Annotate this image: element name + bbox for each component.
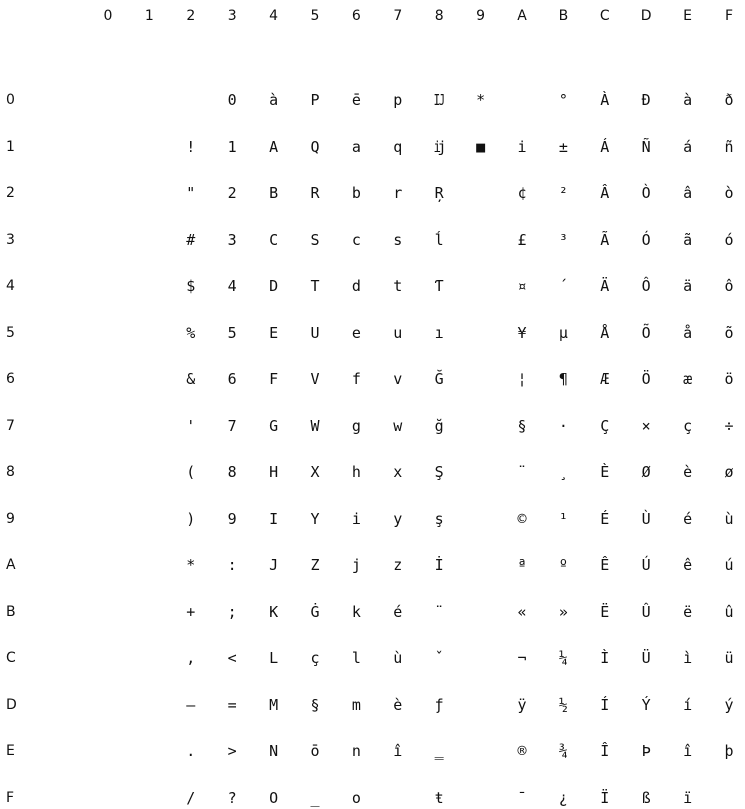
glyph-cell: ª [517, 556, 527, 574]
glyph-cell: H [269, 463, 279, 481]
glyph-cell: V [310, 370, 320, 388]
row-header-3: 3 [6, 231, 15, 248]
glyph-cell: ç [310, 649, 320, 667]
glyph-cell: e [351, 323, 361, 342]
glyph-cell: â [683, 184, 693, 202]
glyph-cell: T [310, 277, 320, 295]
column-header-7: 7 [393, 8, 403, 24]
glyph-cell: Ò [641, 184, 651, 202]
glyph-cell: æ [683, 370, 693, 388]
glyph-cell: § [517, 416, 527, 435]
row-header-2: 2 [6, 185, 15, 201]
glyph-cell: & [186, 370, 196, 388]
column-header-E: E [683, 8, 693, 24]
glyph-cell: » [558, 602, 568, 621]
glyph-cell: J [269, 556, 279, 574]
glyph-cell: Ö [641, 370, 651, 388]
glyph-cell: 8 [227, 463, 237, 481]
glyph-cell: è [683, 463, 693, 481]
glyph-cell: Ä [600, 277, 610, 295]
glyph-cell: Y [310, 509, 320, 528]
glyph-cell: ¸ [558, 463, 568, 481]
glyph-cell: j [351, 556, 361, 574]
glyph-cell: ? [227, 788, 237, 807]
glyph-cell: k [351, 602, 361, 621]
glyph-cell: p [393, 91, 403, 109]
row-header-D: D [6, 696, 17, 713]
glyph-cell: Î [600, 742, 610, 760]
glyph-cell: ¢ [517, 184, 527, 202]
glyph-cell: î [683, 742, 693, 760]
glyph-cell: å [683, 323, 693, 342]
glyph-cell: F [269, 370, 279, 388]
glyph-cell: ä [683, 277, 693, 295]
glyph-cell: b [351, 184, 361, 202]
glyph-cell: ¯ [517, 788, 527, 807]
glyph-cell: · [558, 416, 568, 435]
column-header-5: 5 [310, 8, 320, 24]
glyph-cell: ¨ [434, 602, 444, 621]
glyph-cell: % [186, 323, 196, 342]
glyph-cell: ® [517, 742, 527, 760]
glyph-cell: « [517, 602, 527, 621]
glyph-cell: Ì [600, 649, 610, 667]
glyph-cell: é [393, 602, 403, 621]
glyph-cell: t [393, 277, 403, 295]
glyph-cell: Ñ [641, 137, 651, 156]
row-header-A: A [6, 557, 16, 573]
glyph-cell: ŧ [434, 788, 444, 807]
column-header-2: 2 [186, 8, 196, 24]
glyph-cell: ü [724, 649, 734, 667]
glyph-cell: , [186, 649, 196, 667]
glyph-cell: û [724, 602, 734, 621]
glyph-cell: W [310, 416, 320, 435]
glyph-cell: 5 [227, 323, 237, 342]
glyph-cell: ² [558, 184, 568, 202]
glyph-cell: Ġ [310, 602, 320, 621]
glyph-cell: à [683, 91, 693, 109]
column-header-B: B [558, 8, 569, 24]
glyph-cell: ¿ [558, 788, 568, 807]
glyph-cell: $ [186, 277, 196, 295]
glyph-cell: Ç [600, 416, 610, 435]
glyph-cell: G [269, 416, 279, 435]
row-header-7: 7 [6, 417, 15, 434]
glyph-cell: Þ [641, 742, 651, 760]
glyph-cell: ¶ [558, 370, 568, 388]
glyph-cell: µ [558, 323, 568, 342]
glyph-cell: a [351, 137, 361, 156]
column-header-6: 6 [351, 8, 361, 24]
glyph-cell: s [393, 230, 403, 249]
glyph-cell: ð [724, 91, 734, 109]
glyph-cell: Ŗ [434, 184, 444, 202]
glyph-cell: D [269, 277, 279, 295]
glyph-cell: i [351, 509, 361, 528]
glyph-cell: i [517, 137, 527, 156]
glyph-cell: ı [434, 323, 444, 342]
glyph-cell: ƒ [434, 695, 444, 714]
glyph-cell: ( [186, 463, 196, 481]
glyph-cell: ■ [476, 137, 486, 156]
glyph-cell: ó [724, 230, 734, 249]
glyph-cell: m [351, 695, 361, 714]
row-header-8: 8 [6, 464, 15, 480]
glyph-cell: E [269, 323, 279, 342]
glyph-cell: 6 [227, 370, 237, 388]
glyph-cell: 1 [227, 137, 237, 156]
glyph-cell: – [186, 695, 196, 714]
glyph-cell: v [393, 370, 403, 388]
glyph-cell: à [269, 91, 279, 109]
glyph-cell: Í [600, 695, 610, 714]
glyph-cell: ) [186, 509, 196, 528]
glyph-cell: ù [393, 649, 403, 667]
glyph-cell: q [393, 137, 403, 156]
row-header-4: 4 [6, 278, 15, 294]
glyph-cell: Z [310, 556, 320, 574]
glyph-cell: ¼ [558, 649, 568, 667]
glyph-cell: ĳ [434, 137, 444, 156]
glyph-cell: ¬ [517, 649, 527, 667]
glyph-cell: ; [227, 602, 237, 621]
glyph-cell: Ë [600, 602, 610, 621]
glyph-cell: X [310, 463, 320, 481]
glyph-cell: ë [683, 602, 693, 621]
glyph-cell: : [227, 556, 237, 574]
glyph-cell: d [351, 277, 361, 295]
glyph-cell: Ƭ [434, 277, 444, 295]
glyph-cell: 9 [227, 509, 237, 528]
glyph-cell: Ĳ [434, 91, 444, 109]
glyph-cell: ï [683, 788, 693, 807]
glyph-cell: ¤ [517, 277, 527, 295]
glyph-cell: Đ [641, 91, 651, 109]
glyph-cell: * [476, 91, 486, 109]
column-header-0: 0 [103, 8, 113, 24]
row-header-1: 1 [6, 138, 15, 155]
glyph-cell: É [600, 509, 610, 528]
glyph-cell: í [683, 695, 693, 714]
glyph-cell: ! [186, 137, 196, 156]
glyph-cell: Å [600, 323, 610, 342]
row-header-C: C [6, 650, 16, 666]
glyph-cell: l [351, 649, 361, 667]
row-header-B: B [6, 603, 16, 620]
column-header-1: 1 [144, 8, 154, 24]
glyph-cell: è [393, 695, 403, 714]
row-header-6: 6 [6, 371, 15, 387]
row-header-9: 9 [6, 510, 15, 527]
glyph-cell: ¥ [517, 323, 527, 342]
glyph-cell: ô [724, 277, 734, 295]
glyph-cell: n [351, 742, 361, 760]
glyph-cell: S [310, 230, 320, 249]
column-header-C: C [599, 8, 610, 24]
glyph-cell: Ğ [434, 370, 444, 388]
glyph-cell: < [227, 649, 237, 667]
glyph-cell: İ [434, 556, 444, 574]
glyph-cell: 4 [227, 277, 237, 295]
glyph-cell: Á [600, 137, 610, 156]
glyph-cell: B [269, 184, 279, 202]
glyph-cell: g [351, 416, 361, 435]
glyph-cell: N [269, 742, 279, 760]
glyph-cell: ñ [724, 137, 734, 156]
glyph-cell: £ [517, 230, 527, 249]
glyph-cell: ¾ [558, 742, 568, 760]
glyph-cell: ¨ [517, 463, 527, 481]
glyph-cell: ‗ [434, 742, 444, 760]
glyph-cell: ù [724, 509, 734, 528]
glyph-cell: × [641, 416, 651, 435]
glyph-cell: º [558, 556, 568, 574]
row-header-F: F [6, 789, 15, 806]
glyph-cell: Û [641, 602, 651, 621]
glyph-cell: w [393, 416, 403, 435]
glyph-cell: ˇ [434, 649, 444, 667]
glyph-cell: ò [724, 184, 734, 202]
glyph-cell: y [393, 509, 403, 528]
glyph-cell: R [310, 184, 320, 202]
glyph-cell: Ø [641, 463, 651, 481]
glyph-cell: Ê [600, 556, 610, 574]
glyph-cell: + [186, 602, 196, 621]
glyph-cell: Ù [641, 509, 651, 528]
glyph-cell: § [310, 695, 320, 714]
glyph-cell: Ï [600, 788, 610, 807]
column-header-A: A [517, 8, 527, 24]
glyph-cell: Ô [641, 277, 651, 295]
column-header-9: 9 [476, 8, 486, 24]
glyph-cell: Ş [434, 463, 444, 481]
glyph-cell: L [269, 649, 279, 667]
column-header-3: 3 [227, 8, 237, 24]
glyph-cell: ÿ [517, 695, 527, 714]
glyph-cell: Õ [641, 323, 651, 342]
glyph-cell: Æ [600, 370, 610, 388]
glyph-cell: ē [351, 91, 361, 109]
column-header-4: 4 [269, 8, 279, 24]
glyph-cell: Â [600, 184, 610, 202]
glyph-cell: ° [558, 91, 568, 109]
glyph-cell: f [351, 370, 361, 388]
glyph-cell: ã [683, 230, 693, 249]
glyph-cell: r [393, 184, 403, 202]
glyph-cell: î [393, 742, 403, 760]
glyph-cell: ³ [558, 230, 568, 249]
glyph-cell: c [351, 230, 361, 249]
glyph-cell: é [683, 509, 693, 528]
glyph-cell: ' [186, 416, 196, 435]
glyph-cell: þ [724, 742, 734, 760]
glyph-cell: ō [310, 742, 320, 760]
glyph-cell: Ü [641, 649, 651, 667]
glyph-cell: A [269, 137, 279, 156]
glyph-cell: / [186, 788, 196, 807]
glyph-cell: ì [683, 649, 693, 667]
row-header-E: E [6, 743, 15, 759]
glyph-cell: ½ [558, 695, 568, 714]
glyph-cell: ý [724, 695, 734, 714]
glyph-cell: ¹ [558, 509, 568, 528]
glyph-cell: h [351, 463, 361, 481]
glyph-cell: x [393, 463, 403, 481]
glyph-cell: > [227, 742, 237, 760]
glyph-cell: ´ [558, 277, 568, 295]
column-header-D: D [640, 8, 652, 24]
row-header-0: 0 [6, 92, 15, 108]
glyph-cell: u [393, 323, 403, 342]
glyph-cell: z [393, 556, 403, 574]
glyph-cell: ¦ [517, 370, 527, 388]
glyph-cell: Ó [641, 230, 651, 249]
glyph-cell: Ú [641, 556, 651, 574]
glyph-cell: Ý [641, 695, 651, 714]
glyph-cell: À [600, 91, 610, 109]
column-header-F: F [724, 8, 734, 24]
row-header-5: 5 [6, 324, 15, 341]
column-header-8: 8 [434, 8, 444, 24]
glyph-cell: È [600, 463, 610, 481]
glyph-cell: 2 [227, 184, 237, 202]
glyph-cell: ß [641, 788, 651, 807]
glyph-cell: ú [724, 556, 734, 574]
glyph-cell: 0 [227, 91, 237, 109]
glyph-cell: Ã [600, 230, 610, 249]
glyph-cell: # [186, 230, 196, 249]
glyph-cell: = [227, 695, 237, 714]
glyph-cell: Q [310, 137, 320, 156]
glyph-cell: á [683, 137, 693, 156]
glyph-cell: U [310, 323, 320, 342]
glyph-cell: © [517, 509, 527, 528]
glyph-cell: ÷ [724, 416, 734, 435]
glyph-cell: ö [724, 370, 734, 388]
glyph-cell: ± [558, 137, 568, 156]
glyph-cell: K [269, 602, 279, 621]
glyph-cell: O [269, 788, 279, 807]
glyph-cell: ş [434, 509, 444, 528]
glyph-cell: 3 [227, 230, 237, 249]
glyph-cell: ğ [434, 416, 444, 435]
glyph-cell: M [269, 695, 279, 714]
glyph-cell: ç [683, 416, 693, 435]
glyph-cell: õ [724, 323, 734, 342]
glyph-cell: C [269, 230, 279, 249]
glyph-cell: * [186, 556, 196, 574]
glyph-cell: ĺ [434, 230, 444, 249]
glyph-cell: P [310, 91, 320, 109]
glyph-cell: 7 [227, 416, 237, 435]
glyph-cell: I [269, 509, 279, 528]
glyph-cell: . [186, 742, 196, 760]
glyph-cell: ø [724, 463, 734, 481]
glyph-cell: _ [310, 788, 320, 807]
glyph-cell: " [186, 184, 196, 202]
glyph-cell: o [351, 788, 361, 807]
glyph-cell: ê [683, 556, 693, 574]
